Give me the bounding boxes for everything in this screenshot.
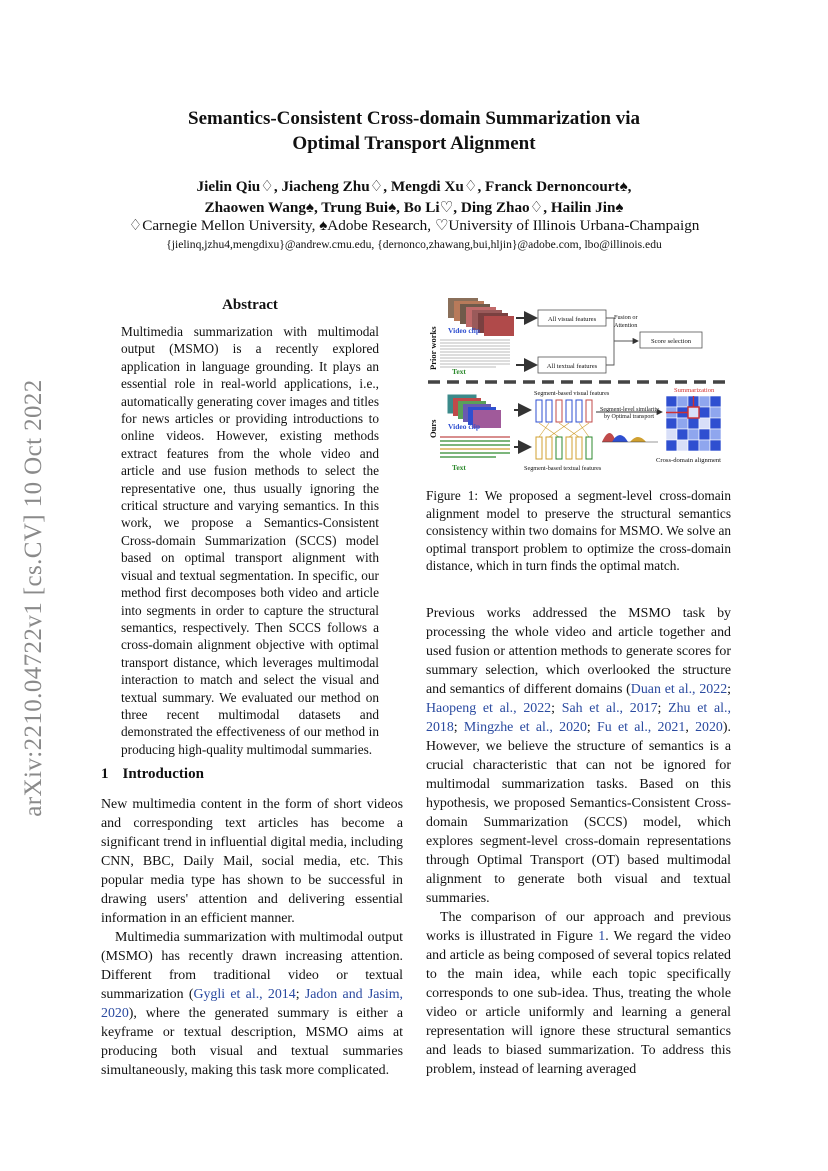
figure-1-caption: Figure 1: We proposed a segment-level cross-domain alignment model to preserve the structural semantics consistency within two domains for MSMO. We solve an optimal transport problem to optimize the cross-domain distance, which in turn finds the optimal match. <box>426 488 731 574</box>
author-emails: {jielinq,jzhu4,mengdixu}@andrew.cmu.edu, {dernonco,zhawang,bui,hljin}@adobe.com, lbo@illinois.edu <box>166 238 662 251</box>
intro-p2-text-a: Multimedia summarization with multimodal output (MSMO) has recently drawn increasing attention. Different from traditional video or textual summarization ( <box>101 930 403 1002</box>
citation-separator: ; <box>453 720 464 735</box>
intro-right-column <box>426 604 731 1079</box>
segment-visual-bars <box>536 400 592 422</box>
right-p1-text-a: Previous works addressed the MSMO task by processing the whole video and article together and used fusion or attention methods to generate scores for summary selection, which overlooked the structure and semantics of different domains ( <box>426 606 731 697</box>
all-visual-features-label: All visual features <box>547 316 597 323</box>
prior-video-clip-label: Video clip <box>448 326 481 335</box>
citation-separator: ; <box>657 701 669 716</box>
citation-sah[interactable]: Sah et al., 2017 <box>561 701 658 716</box>
figure-reference[interactable]: 1 <box>598 929 606 944</box>
abstract-text: Multimedia summarization with multimodal output (MSMO) is a recently explored application in language grounding. It plays an essential role in real-world applications, i.e., automatically generating cover images and titles for news articles or providing introductions to online videos. However, existing methods extract features from the whole video and article and use fusion methods to select the representative one, thus usually ignoring the critical structure and varying semantics. In this work, we propose a Semantics-Consistent Cross-domain Summarization (SCCS) model based on optimal transport alignment with visual and textual segmentation. In specific, our method first decomposes both video and article into segments in order to capture the structural semantics, respectively. Then SCCS follows a cross-domain alignment objective with optimal transport distance, which leverages multimodal interaction to match and select the visual and textual summary. We evaluated our method on three recent multimodal datasets and demonstrated the effectiveness of our method in producing high-quality multimodal summaries. <box>121 324 379 757</box>
citation-jadon[interactable]: Jadon and Jasim, 2020 <box>101 987 403 1021</box>
citation-separator: ; <box>727 682 731 697</box>
ours-text-block <box>440 437 510 457</box>
summarization-label: Summarization <box>674 387 715 394</box>
intro-p2-text-b: ), where the generated summary is either a keyframe or textual description, MSMO aims at producing both visual and textual summaries simultaneously, making this task more complicated. <box>101 1006 403 1078</box>
figure-1 <box>426 292 736 478</box>
segment-textual-label: Segment-based textual features <box>524 465 602 472</box>
alignment-lines <box>539 423 589 437</box>
alignment-label: Cross-domain alignment <box>656 457 722 464</box>
citation-duan[interactable]: Duan et al., 2022 <box>630 682 728 697</box>
right-paragraph-2 <box>426 908 731 1079</box>
citation-separator: ; <box>551 701 562 716</box>
ours-video-clip-label: Video clip <box>448 422 481 431</box>
paper-title <box>0 106 828 156</box>
authors-line-2: Zhaowen Wang♠, Trung Bui♠, Bo Li♡, Ding Zhao♢, Hailin Jin♠ <box>204 199 624 216</box>
authors-line-1: Jielin Qiu♢, Jiacheng Zhu♢, Mengdi Xu♢, Franck Dernoncourt♠, <box>196 178 632 195</box>
title-line-1: Semantics-Consistent Cross-domain Summarization via <box>188 108 640 129</box>
title-line-2: Optimal Transport Alignment <box>292 133 536 154</box>
fusion-label-1: Fusion or <box>614 314 638 321</box>
segment-visual-label: Segment-based visual features <box>534 390 610 397</box>
ours-label: Ours <box>428 419 438 438</box>
fusion-label-2: Attention <box>614 322 638 329</box>
intro-left-column <box>101 795 403 1080</box>
citation-haopeng[interactable]: Haopeng et al., 2022 <box>426 701 552 716</box>
all-textual-features-label: All textual features <box>546 363 598 370</box>
citation-separator: ; <box>586 720 598 735</box>
abstract-heading: Abstract <box>222 297 278 313</box>
right-p2-text-b: . We regard the video and article as being composed of several topics related to the main idea, while each topic specifically corresponds to one sub-idea. Thus, treating the whole video or article uniformly and learning a general representation will ignore these structural semantics and leads to biased summarization. To address this problem, instead of learning averaged <box>426 929 731 1077</box>
citation-gygli[interactable]: Gygli et al., 2014 <box>193 987 296 1002</box>
prior-works-label: Prior works <box>428 326 438 370</box>
fusion-bracket <box>606 318 614 365</box>
similarity-label-1: Segment-level similarity <box>600 407 660 413</box>
section-number: 1 <box>101 766 109 782</box>
citation-mingzhe[interactable]: Mingzhe et al., 2020 <box>463 720 587 735</box>
citation-separator: , <box>685 720 696 735</box>
prior-text-block <box>440 340 510 367</box>
segment-textual-bars <box>536 437 592 459</box>
right-p1-text-b: ). However, we believe the structure of semantics is a crucial characteristic that can not be ignored for multimodal summarization tasks. Based on this hypothesis, we proposed Semantics-Consistent Cross-domain Summarization (SCCS) model, which explores segment-level cross-domain representations through Optimal Transport (OT) based multimodal alignment to generate both visual and textual summaries. <box>426 720 731 906</box>
authors <box>60 176 768 218</box>
citation-zhu[interactable]: Zhu et al., 2018 <box>426 701 731 735</box>
right-paragraph-1 <box>426 604 731 908</box>
citation-fu[interactable]: Fu et al., 2021 <box>597 720 686 735</box>
similarity-label-2: by Optimal transport <box>604 414 654 420</box>
intro-paragraph-1: New multimedia content in the form of short videos and corresponding text articles has become a significant trend in influential digital media, including CNN, BBC, Daily Mail, social media, etc. This popular media type has shown to be successful in drawing users' attention and delivering essential information in an efficient manner. <box>101 797 403 926</box>
arxiv-id: arXiv:2210.04722v1 [cs.CV] 10 Oct 2022 <box>20 379 47 817</box>
arxiv-stamp <box>14 379 54 817</box>
score-selection-label: Score selection <box>650 338 692 345</box>
prior-text-label: Text <box>452 367 466 376</box>
right-p2-text-a: The comparison of our approach and previous works is illustrated in Figure <box>426 910 731 944</box>
affiliations: ♢Carnegie Mellon University, ♠Adobe Research, ♡University of Illinois Urbana-Champaign <box>128 217 700 234</box>
citation-separator: ; <box>295 987 305 1002</box>
transport-distributions <box>602 433 658 442</box>
section-title: Introduction <box>122 766 204 782</box>
ours-text-label: Text <box>452 463 466 472</box>
citation-fu-2020[interactable]: 2020 <box>695 720 723 735</box>
section-heading <box>101 766 204 783</box>
intro-paragraph-2 <box>101 928 403 1080</box>
